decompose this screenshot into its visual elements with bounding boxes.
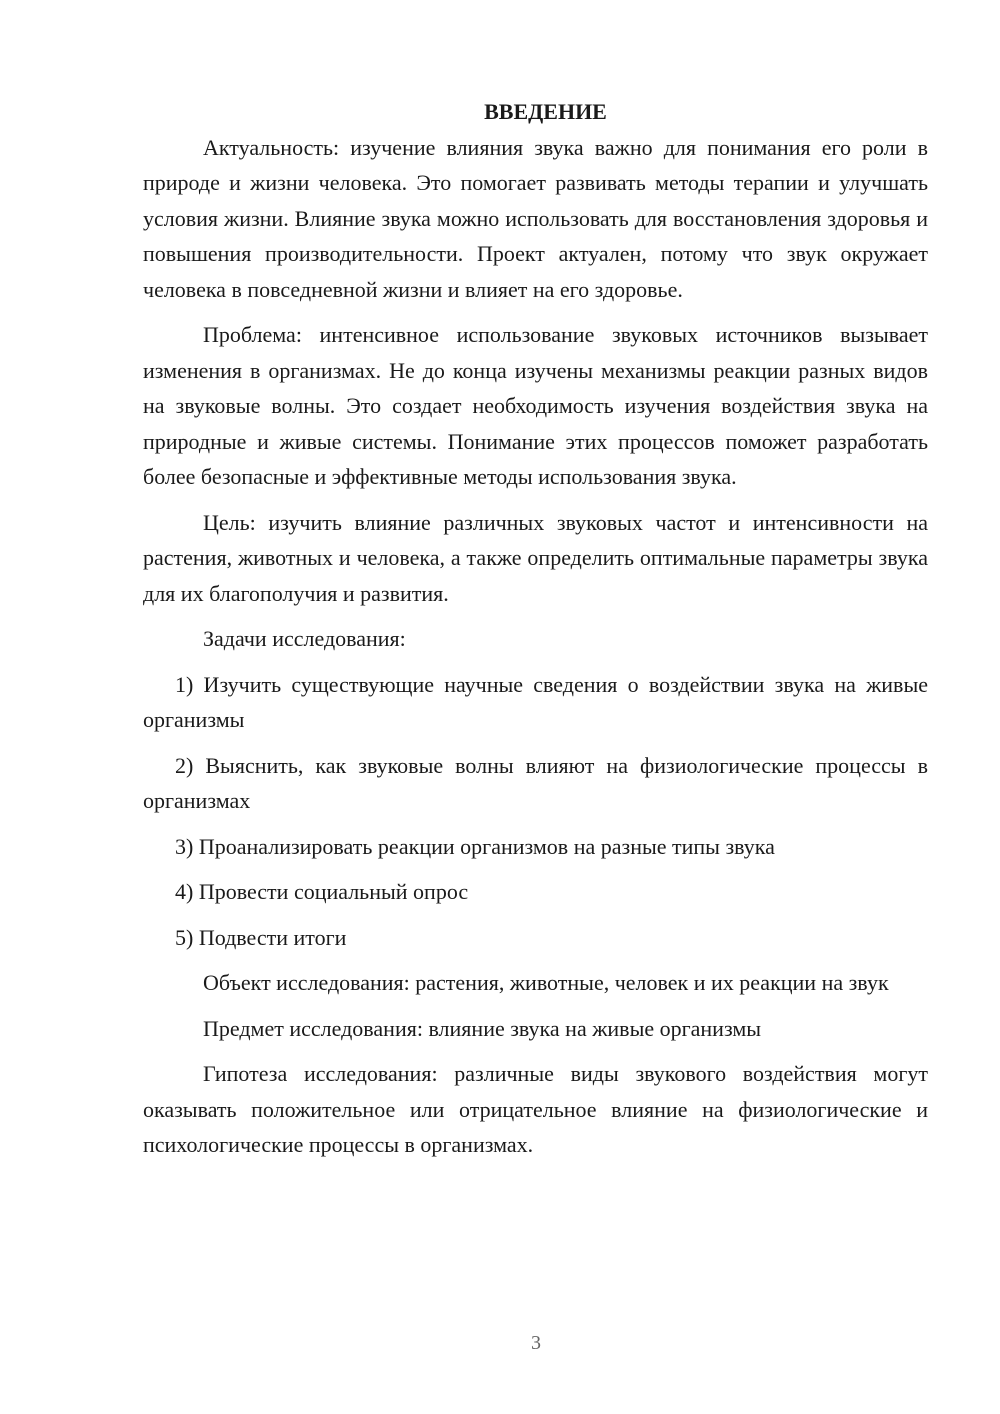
task-item-5: 5) Подвести итоги: [175, 924, 347, 950]
relevance-paragraph: Актуальность: изучение влияния звука важно для понимания его роли в природе и жизни человека. Это помогает развивать методы терапии и улучшать условия жизни. Влияние звука можно использовать для восстановления здоровья и повышения производительности. Проект актуален, потому что звук окружает человека в повседневной жизни и влияет на его здоровье.: [143, 134, 928, 302]
tasks-heading: Задачи исследования:: [203, 626, 406, 651]
task-item-3: 3) Проанализировать реакции организмов на разные типы звука: [175, 833, 775, 859]
task-item-2: 2) Выяснить, как звуковые волны влияют на физиологические процессы в организмах: [143, 752, 928, 813]
goal-paragraph: Цель: изучить влияние различных звуковых частот и интенсивности на растения, животных и человека, а также определить оптимальные параметры звука для их благополучия и развития.: [143, 509, 928, 606]
subject-paragraph: Предмет исследования: влияние звука на живые организмы: [203, 1015, 762, 1041]
task-item-4: 4) Провести социальный опрос: [175, 879, 469, 904]
object-paragraph: Объект исследования: растения, животные, человек и их реакции на звук: [203, 970, 889, 995]
page-body: [143, 94, 928, 1173]
task-item-1: 1) Изучить существующие научные сведения о воздействии звука на живые организмы: [143, 671, 928, 732]
page-number: 3: [531, 1332, 541, 1354]
problem-paragraph: Проблема: интенсивное использование звуковых источников вызывает изменения в организмах. Не до конца изучены механизмы реакции разных видов на звуковые волны. Это создает необходимость изучения воздействия звука на природные и живые системы. Понимание этих процессов поможет разработать более безопасные и эффективные методы использования звука.: [143, 322, 928, 489]
hypothesis-paragraph: Гипотеза исследования: различные виды звукового воздействия могут оказывать положительное или отрицательное влияние на физиологические и психологические процессы в организмах.: [143, 1061, 928, 1157]
page-heading: ВВЕДЕНИЕ: [484, 99, 607, 124]
